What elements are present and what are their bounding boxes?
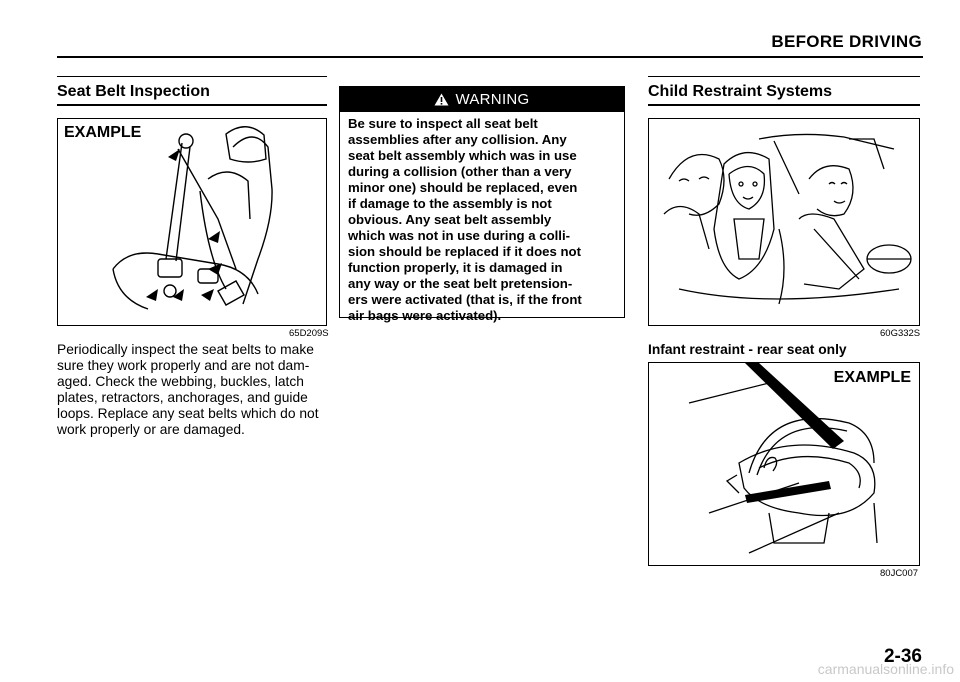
- seat-belt-inspection-title: Seat Belt Inspection: [57, 83, 210, 100]
- warning-line: during a collision (other than a very: [348, 164, 572, 179]
- body-line: aged. Check the webbing, buckles, latch: [57, 374, 304, 389]
- child-restraint-illustration: [649, 119, 918, 324]
- body-line: plates, retractors, anchorages, and guide: [57, 390, 308, 405]
- left-title-top-rule: [57, 76, 327, 77]
- figure-code-80jc007: 80JC007: [880, 568, 919, 579]
- left-title-bottom-rule: [57, 104, 327, 106]
- warning-box: [339, 112, 625, 323]
- warning-line: assemblies after any collision. Any: [348, 132, 567, 147]
- body-line: work properly or are damaged.: [57, 422, 245, 437]
- warning-title: WARNING: [455, 90, 530, 108]
- warning-text: [348, 116, 616, 324]
- figure-code-65d209s: 65D209S: [289, 328, 329, 339]
- header-rule: [57, 56, 923, 58]
- section-header-title: BEFORE DRIVING: [771, 32, 922, 51]
- warning-line: which was not in use during a colli-: [348, 228, 571, 243]
- child-restraint-figure: [648, 118, 920, 326]
- warning-line: obvious. Any seat belt assembly: [348, 212, 552, 227]
- warning-line: sion should be replaced if it does not: [348, 244, 582, 259]
- inspection-body-text: [57, 342, 327, 438]
- example-label: EXAMPLE: [64, 124, 142, 141]
- child-restraint-title: Child Restraint Systems: [648, 83, 833, 100]
- warning-line: any way or the seat belt pretension-: [348, 276, 573, 291]
- example-label-2: EXAMPLE: [833, 369, 911, 386]
- page-number: 2-36: [883, 646, 922, 667]
- warning-header: [339, 86, 625, 112]
- warning-triangle-icon: [434, 93, 449, 106]
- warning-line: minor one) should be replaced, even: [348, 180, 578, 195]
- infant-restraint-figure: [648, 362, 920, 566]
- figure-code-60g332s: 60G332S: [880, 328, 921, 339]
- infant-restraint-caption: Infant restraint - rear seat only: [648, 342, 847, 357]
- body-line: loops. Replace any seat belts which do not: [57, 406, 319, 421]
- watermark: carmanualsonline.info: [817, 661, 954, 677]
- right-title-top-rule: [648, 76, 920, 77]
- warning-line: ers were activated (that is, if the front: [348, 292, 582, 307]
- body-line: Periodically inspect the seat belts to make: [57, 342, 314, 357]
- infant-seat-illustration: [649, 363, 918, 564]
- seat-belt-illustration: [58, 119, 325, 324]
- warning-line: Be sure to inspect all seat belt: [348, 116, 538, 131]
- warning-line: function properly, it is damaged in: [348, 260, 563, 275]
- body-line: sure they work properly and are not dam-: [57, 358, 310, 373]
- warning-line: if damage to the assembly is not: [348, 196, 552, 211]
- warning-line: air bags were activated).: [348, 308, 502, 323]
- seat-belt-figure: [57, 118, 327, 326]
- right-title-bottom-rule: [648, 104, 920, 106]
- warning-line: seat belt assembly which was in use: [348, 148, 577, 163]
